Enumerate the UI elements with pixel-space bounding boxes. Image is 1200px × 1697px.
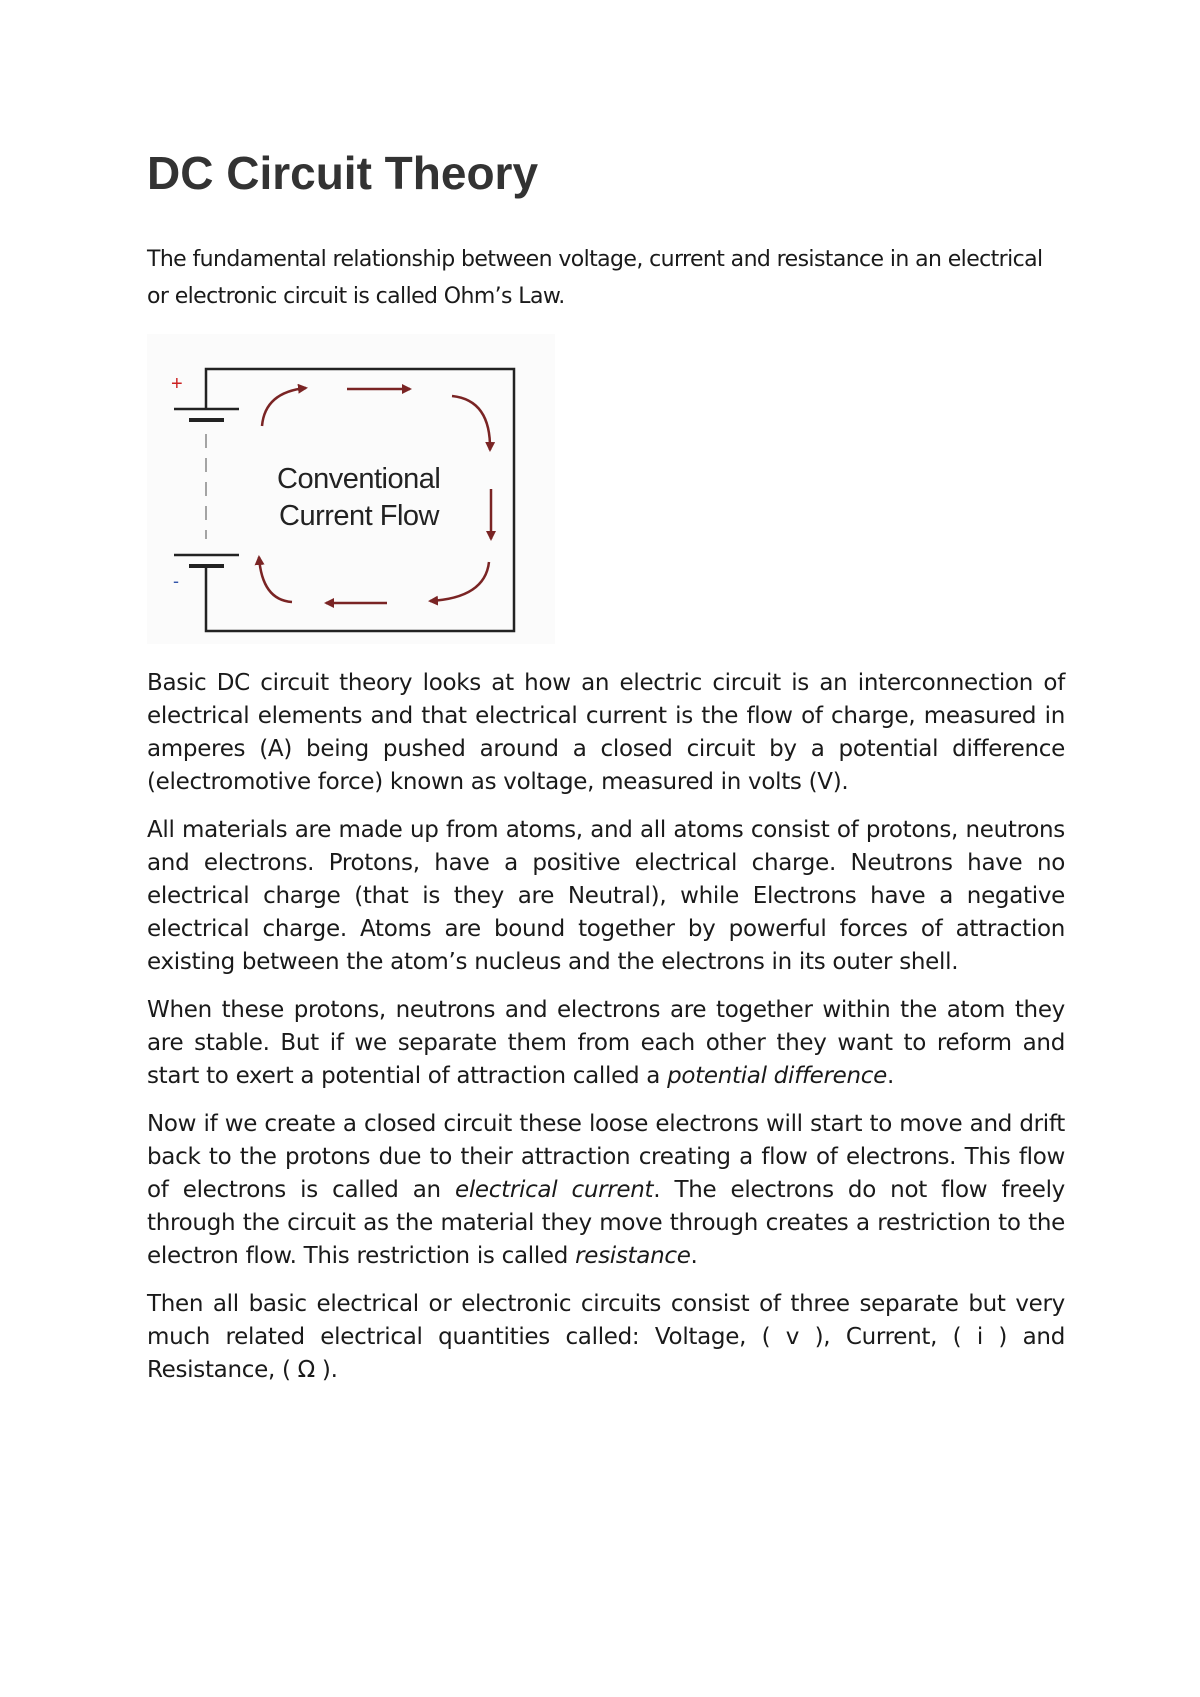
- intro-paragraph: The fundamental relationship between voltage, current and resistance in an electrical or electronic circuit is called Ohm’s Law.: [147, 247, 1043, 309]
- paragraph-4-end: .: [690, 1243, 698, 1269]
- figure-label-line2: Current Flow: [279, 500, 439, 532]
- paragraph-3: [147, 994, 1065, 1093]
- paragraph-2: All materials are made up from atoms, and all atoms consist of protons, neutrons and electrons. Protons, have a positive electrical charge. Neutrons have no electrical charge (that is they are Neutral), while Electrons have a negative electrical charge. Atoms are bound together by powerful forces of attraction existing between the atom’s nucleus and the electrons in its outer shell.: [147, 817, 1065, 975]
- paragraph-3-end: .: [887, 1063, 895, 1089]
- circuit-diagram: [147, 334, 555, 644]
- plus-sign: +: [171, 373, 183, 395]
- term-potential-difference: potential difference: [667, 1063, 887, 1089]
- paragraph-3-text: When these protons, neutrons and electrons are together within the atom they are stable. But if we separate them from each other they want to reform and start to exert a potential of attraction called a: [147, 997, 1065, 1089]
- circuit-figure: [147, 334, 555, 644]
- minus-sign: -: [173, 571, 179, 591]
- term-electrical-current: electrical current: [454, 1177, 654, 1203]
- body-text: [147, 667, 1065, 1402]
- figure-label-line1: Conventional: [277, 463, 441, 495]
- paragraph-4: [147, 1108, 1065, 1273]
- term-resistance: resistance: [575, 1243, 691, 1269]
- paragraph-4-middle: . The electrons do not flow freely through the circuit as the material they move through creates a restriction to the electron flow. This restriction is called: [147, 1177, 1065, 1269]
- paragraph-1: Basic DC circuit theory looks at how an electric circuit is an interconnection of electrical elements and that electrical current is the flow of charge, measured in amperes (A) being pushed around a closed circuit by a potential difference (electromotive force) known as voltage, measured in volts (V).: [147, 670, 1065, 795]
- paragraph-5: Then all basic electrical or electronic circuits consist of three separate but very much related electrical quantities called: Voltage, ( v ), Current, ( i ) and Resistance, ( Ω ).: [147, 1291, 1065, 1383]
- paragraph-4-text: Now if we create a closed circuit these loose electrons will start to move and drift back to the protons due to their attraction creating a flow of electrons. This flow of electrons is called an: [147, 1111, 1065, 1203]
- page-title: DC Circuit Theory: [147, 147, 539, 199]
